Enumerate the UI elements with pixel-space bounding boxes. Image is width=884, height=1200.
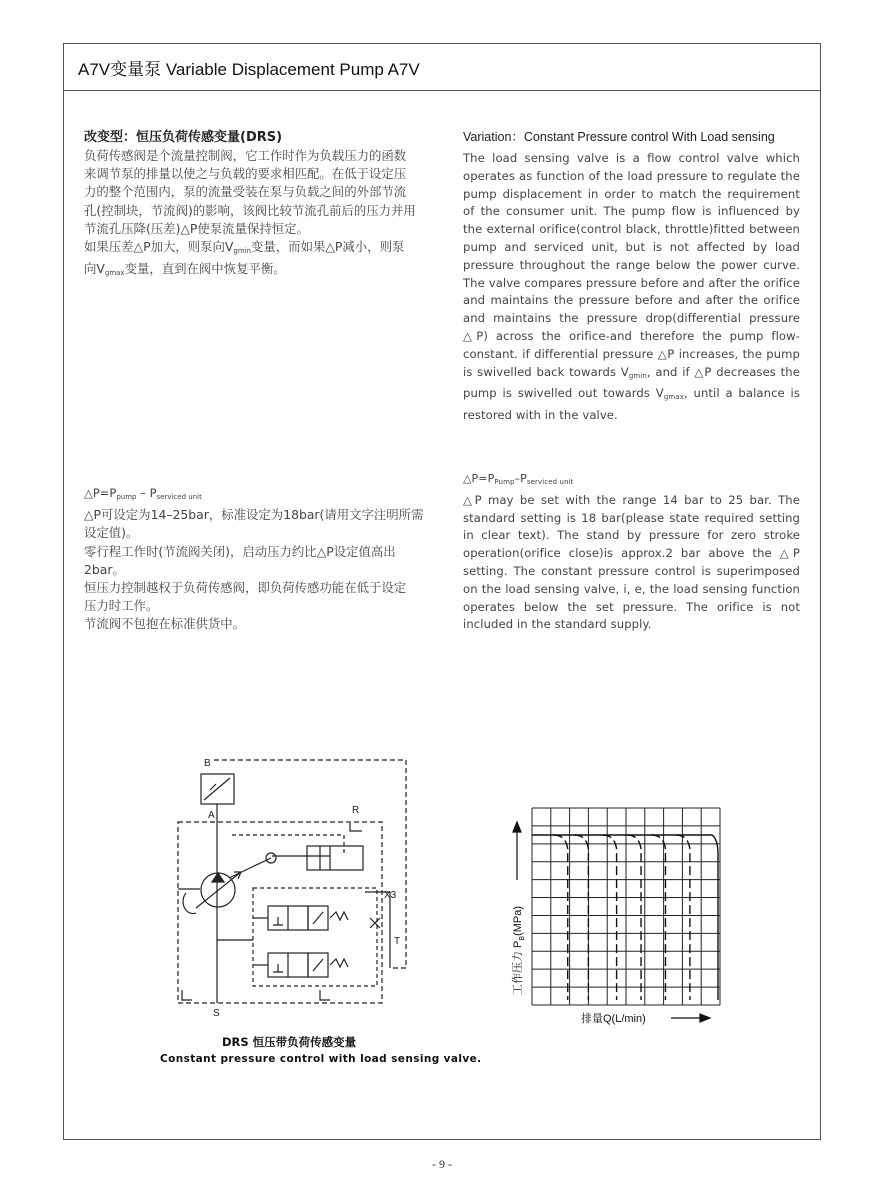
valve-group-dashed xyxy=(253,888,377,986)
label-s: S xyxy=(213,1008,220,1019)
pilot-line-dashed xyxy=(214,760,406,968)
cn-line: 节流阀不包抱在标准供货中。 xyxy=(84,616,246,632)
cn-line-gmin: 如果压差△P加大，则泵向$V_{gmin}$变量，而如果△P减小，则泵 xyxy=(84,239,405,256)
label-a: A xyxy=(208,810,215,821)
actuator-cylinder xyxy=(307,846,363,870)
diagram-caption-cn: DRS 恒压带负荷传感变量 xyxy=(222,1035,357,1049)
cn-line: 零行程工作时(节流阀关闭)，启动压力约比△P设定值高出 xyxy=(84,543,396,559)
cn-line: 力的整个范围内，泵的流量受装在泵与负载之间的外部节流 xyxy=(84,184,407,200)
cn-line: 恒压力控制越权于负荷传感阀，即负荷传感功能在低于设定 xyxy=(84,580,407,596)
cn-line: 来调节泵的排量以使之与负载的要求相匹配。在低于设定压 xyxy=(84,166,407,182)
label-r: R xyxy=(352,805,360,816)
en-formula: $\triangle P=P_{Pump}-P_{serviced unit}$ xyxy=(463,472,574,486)
cn-line: △P可设定为14–25bar，标准设定为18bar(请用文字注明所需 xyxy=(84,507,424,523)
cn-line: 节流孔压降(压差)△P使泵流量保持恒定。 xyxy=(84,220,309,236)
cn-section-heading: 改变型：恒压负荷传感变量(DRS) xyxy=(84,130,283,145)
diagram-caption-en: Constant pressure control with load sensing valve. xyxy=(160,1053,482,1065)
cn-line: 压力时工作。 xyxy=(84,598,159,614)
x-axis-label: 排量Q(L/min) xyxy=(581,1013,646,1025)
cn-formula: $\triangle P=P_{pump} - P_{serviced unit}$ xyxy=(84,486,202,501)
en-description: The load sensing valve is a flow control valve which operates as function of the load pressure to regulate the pump displacement in order to match the requirement of the consumer unit. The pump flow is influenced by the external orifice(control black, throttle)fitted between pump and serviced unit, but is not affected by load pressure throughout the range below the power curve. The valve compares pressure before and after the orifice and maintains the pressure before and after the orifice and maintains the pressure drop(differential pressure △P) across the orifice-and therefore the pump flow-constant. if differential pressure △P increases, the pump is swivelled back towards $V_{gmin}$, and if △P decreases the pump is swivelled out towards $V_{gmax}$, until a balance is restored with in the valve. xyxy=(463,151,800,423)
cn-line: 孔(控制块，节流阀)的影响，该阀比较节流孔前后的压力并用 xyxy=(84,202,416,218)
page-number: - 9 - xyxy=(432,1157,452,1171)
en-section-heading: Variation：Constant Pressure control With Load sensing xyxy=(463,130,775,144)
cn-line: 设定值)。 xyxy=(84,525,139,541)
label-b: B xyxy=(204,758,211,769)
label-t: T xyxy=(394,936,401,947)
cn-line-gmax: 向$V_{gmax}$变量，直到在阀中恢复平衡。 xyxy=(84,261,286,278)
label-x3: X3 xyxy=(384,890,397,901)
en-settings-text: △P may be set with the range 14 bar to 25 bar. The standard setting is 18 bar(please state required setting in clear text). The stand by pressure for zero stroke operation(orifice close)is approx.2 bar above the △P setting. The constant pressure control is superimposed on the load sensing valve, i, e, the load sensing function operates below the set pressure. The orifice is not included in the standard supply. xyxy=(463,492,800,632)
page-title: A7V变量泵 Variable Displacement Pump A7V xyxy=(78,60,420,79)
cn-line: 2bar。 xyxy=(84,561,125,577)
y-axis-label: 工作压力 $P_B(MPa)$ xyxy=(512,905,526,995)
housing-dashed xyxy=(178,822,382,1003)
cn-line: 负荷传感阀是个流量控制阀，它工作时作为负载压力的函数 xyxy=(84,148,407,163)
